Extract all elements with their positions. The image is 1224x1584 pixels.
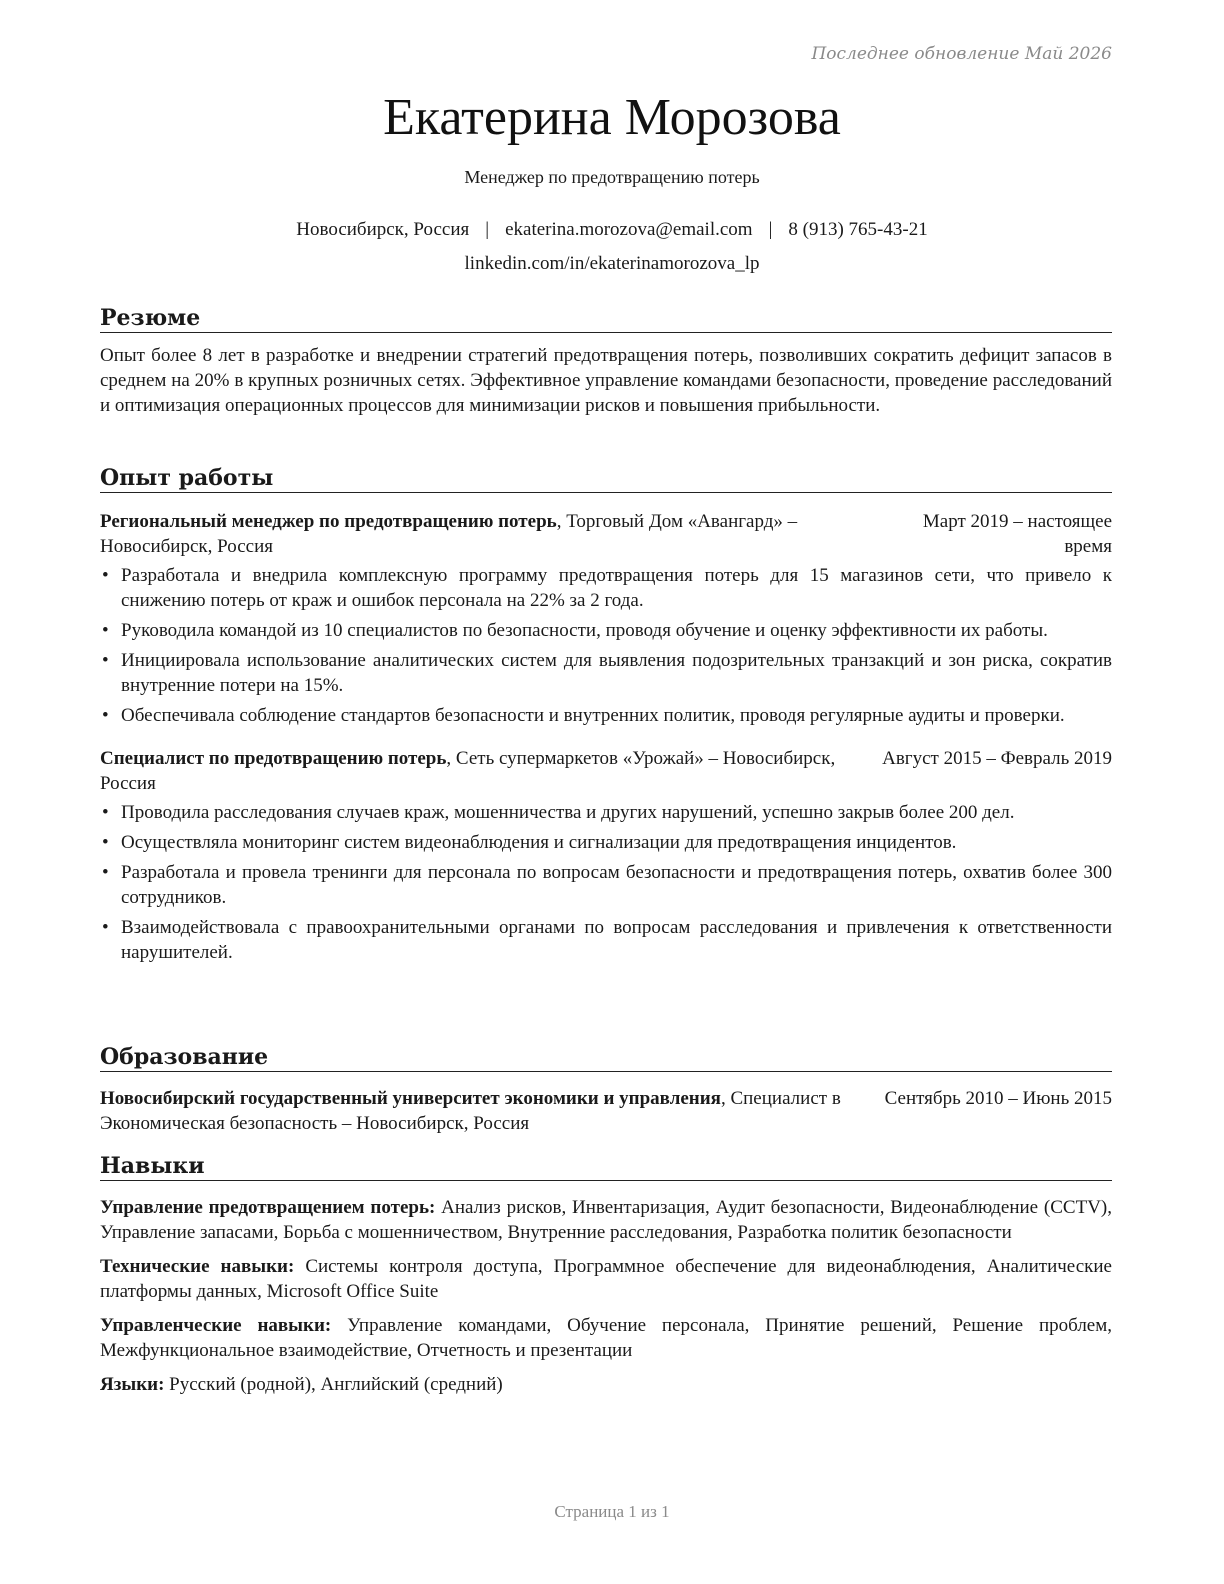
email-link[interactable]: ekaterina.morozova@email.com <box>505 219 753 240</box>
skill-group <box>100 1372 1112 1397</box>
education-section <box>100 1044 1112 1136</box>
skill-group <box>100 1313 1112 1363</box>
job-entry <box>100 746 1112 965</box>
skill-group <box>100 1254 1112 1304</box>
job-dates: Август 2015 – Февраль 2019 <box>882 748 1112 769</box>
skill-text: Системы контроля доступа, Программное обеспечение для видеонаблюдения, Аналитические платформы данных, Microsoft Office Suite <box>100 1256 1112 1302</box>
job-role: Региональный менеджер по предотвращению потерь <box>100 511 557 532</box>
job-dates: Март 2019 – настоящее время <box>922 511 1112 557</box>
skill-group <box>100 1195 1112 1245</box>
list-item: • Руководила командой из 10 специалистов по безопасности, проводя обучение и оценку эффективности их работы. <box>100 618 1112 643</box>
candidate-name: Екатерина Морозова <box>383 89 841 146</box>
list-item: • Инициировала использование аналитических систем для выявления подозрительных транзакций и зон риска, сократив внутренние потери на 15%. <box>100 648 1112 698</box>
job-bullets <box>100 563 1112 728</box>
skills-heading: Навыки <box>100 1153 1112 1181</box>
list-item: • Взаимодействовала с правоохранительными органами по вопросам расследования и привлечения к ответственности нарушителей. <box>100 915 1112 965</box>
job-header <box>100 509 1112 559</box>
phone: 8 (913) 765-43-21 <box>788 219 928 240</box>
experience-section <box>100 465 1112 970</box>
job-bullets <box>100 800 1112 965</box>
page-number: Страница 1 из 1 <box>554 1502 670 1521</box>
linkedin-link[interactable]: linkedin.com/in/ekaterinamorozova_lp <box>464 253 760 274</box>
job-header <box>100 746 1112 796</box>
list-item: • Разработала и провела тренинги для персонала по вопросам безопасности и предотвращения потерь, охватив более 300 сотрудников. <box>100 860 1112 910</box>
skill-label: Технические навыки: <box>100 1256 295 1277</box>
skill-label: Языки: <box>100 1374 165 1395</box>
job-company: , Сеть супермаркетов «Урожай» – Новосибирск, Россия <box>100 748 836 794</box>
skills-section <box>100 1153 1112 1406</box>
list-item: • Осуществляла мониторинг систем видеонаблюдения и сигнализации для предотвращения инцидентов. <box>100 830 1112 855</box>
skill-text: Анализ рисков, Инвентаризация, Аудит безопасности, Видеонаблюдение (CCTV), Управление запасами, Борьба с мошенничеством, Внутренние расследования, Разработка политик безопасности <box>100 1197 1112 1243</box>
experience-heading: Опыт работы <box>100 465 1112 493</box>
summary-text: Опыт более 8 лет в разработке и внедрении стратегий предотвращения потерь, позволивших сократить дефицит запасов в среднем на 20% в крупных розничных сетях. Эффективное управление командами безопасности, проведение расследований и оптимизация операционных процессов для минимизации рисков и повышения прибыльности. <box>100 345 1112 416</box>
summary-section <box>100 305 1112 418</box>
school-name: Новосибирский государственный университет экономики и управления <box>100 1088 721 1109</box>
education-entry <box>100 1086 1112 1136</box>
skill-label: Управленческие навыки: <box>100 1315 332 1336</box>
degree-detail: , Специалист в Экономическая безопасность – Новосибирск, Россия <box>100 1088 841 1134</box>
education-dates: Сентябрь 2010 – Июнь 2015 <box>884 1088 1112 1109</box>
education-heading: Образование <box>100 1044 1112 1072</box>
list-item: • Разработала и внедрила комплексную программу предотвращения потерь для 15 магазинов сети, что привело к снижению потерь от краж и ошибок персонала на 22% за 2 года. <box>100 563 1112 613</box>
summary-heading: Резюме <box>100 305 1112 333</box>
skill-label: Управление предотвращением потерь: <box>100 1197 436 1218</box>
last-updated: Последнее обновление Май 2026 <box>811 44 1112 64</box>
job-title: Менеджер по предотвращению потерь <box>464 167 760 187</box>
location: Новосибирск, Россия <box>296 219 470 240</box>
job-role: Специалист по предотвращению потерь <box>100 748 447 769</box>
skill-text: Управление командами, Обучение персонала, Принятие решений, Решение проблем, Межфункциональное взаимодействие, Отчетность и презентации <box>100 1315 1113 1361</box>
separator: | <box>768 219 773 240</box>
job-entry <box>100 509 1112 728</box>
list-item: • Обеспечивала соблюдение стандартов безопасности и внутренних политик, проводя регулярные аудиты и проверки. <box>100 703 1112 728</box>
separator: | <box>485 219 490 240</box>
job-company: , Торговый Дом «Авангард» – Новосибирск, Россия <box>100 511 798 557</box>
skill-text: Русский (родной), Английский (средний) <box>164 1374 503 1395</box>
contact-line <box>0 219 1224 241</box>
list-item: • Проводила расследования случаев краж, мошенничества и других нарушений, успешно закрыв более 200 дел. <box>100 800 1112 825</box>
